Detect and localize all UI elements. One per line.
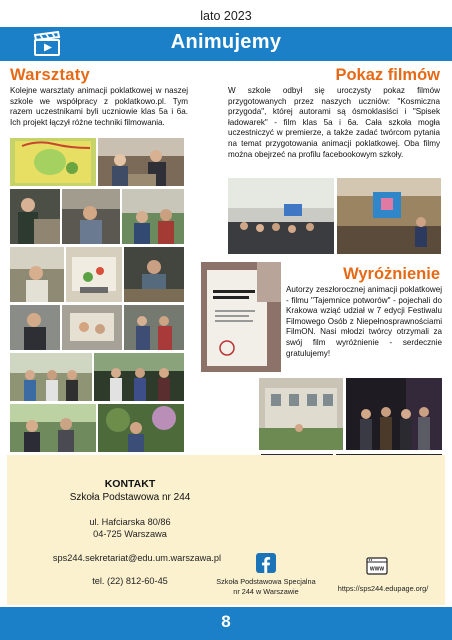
- page-title: Animujemy: [170, 31, 282, 53]
- screening-photo: [337, 178, 441, 254]
- contact-phone: tel. (22) 812-60-45: [92, 576, 168, 586]
- workshop-photo: [66, 247, 122, 302]
- section-title-wyroznienie: Wyróżnienie: [343, 265, 440, 283]
- workshop-photo: [62, 305, 122, 350]
- workshop-photo: [10, 138, 96, 186]
- page-number: 8: [221, 612, 231, 631]
- workshop-photo: [10, 353, 92, 401]
- workshop-photo: [122, 189, 184, 244]
- workshop-photo: [124, 247, 184, 302]
- certificate-photo: [201, 262, 281, 372]
- facebook-link-line2[interactable]: nr 244 w Warszawie: [233, 587, 299, 596]
- facebook-link-line1[interactable]: Szkoła Podstawowa Specjalna: [216, 577, 316, 586]
- workshop-photo: [98, 138, 184, 186]
- workshop-photo: [62, 189, 120, 244]
- section-title-warsztaty: Warsztaty: [10, 66, 91, 84]
- workshop-photo: [10, 189, 60, 244]
- award-photo: [259, 378, 343, 450]
- contact-city: 04-725 Warszawa: [93, 529, 167, 539]
- section-title-pokaz: Pokaz filmów: [335, 66, 440, 84]
- website-icon-label: WWW: [369, 566, 385, 573]
- section-text-pokaz: W szkole odbył się uroczysty pokaz filmów przygotowanych przez naszych uczniów: "Kosmiczna przygoda", której autorami są ósmoklasiści i "Spisek ładowarek" - film klas 5a i 6a. Cała szkoła mogła uczestniczyć w premierze, a także zadać twórcom pytania na temat przygotowania animacji poklatkowej. Oba filmy można obejrzeć na profilu facebookowym szkoły.: [228, 86, 440, 159]
- website-icon[interactable]: [366, 557, 388, 575]
- workshop-photo: [124, 305, 184, 350]
- title-banner: [0, 27, 452, 61]
- award-photo: [346, 378, 442, 450]
- workshop-photo: [10, 404, 96, 452]
- section-text-warsztaty: Kolejne warsztaty animacji poklatkowej w naszej szkole we współpracy z poklatkowo.pl. Tym razem uczestnikami byli uczniowie klas 5a i 6a. Ich projekt łączył różne techniki filmowania.: [10, 86, 188, 127]
- screening-photo: [228, 178, 334, 254]
- website-link[interactable]: https://sps244.edupage.org/: [337, 584, 429, 593]
- contact-email-link[interactable]: sps244.sekretariat@edu.um.warszawa.pl: [52, 553, 222, 563]
- workshop-photo: [94, 353, 184, 401]
- contact-street: ul. Hafciarska 80/86: [89, 517, 171, 527]
- workshop-photo: [98, 404, 184, 452]
- workshop-photo: [10, 247, 64, 302]
- contact-heading: KONTAKT: [104, 478, 156, 490]
- section-text-wyroznienie: Autorzy zeszłorocznej animacji poklatkowej - filmu "Tajemnice potworów" - pojechali do Krakowa wziąć udział w 7 edycji Festiwalu Filmowego Osób z Niepełnosprawnościami FilmON. Nasi młodzi twórcy otrzymali za swój film wyróżnienie - serdecznie gratulujemy!: [286, 285, 442, 358]
- issue-season: lato 2023: [200, 9, 252, 23]
- workshop-photo: [10, 305, 60, 350]
- facebook-icon[interactable]: [256, 553, 276, 573]
- contact-school-name: Szkoła Podstawowa nr 244: [69, 492, 191, 503]
